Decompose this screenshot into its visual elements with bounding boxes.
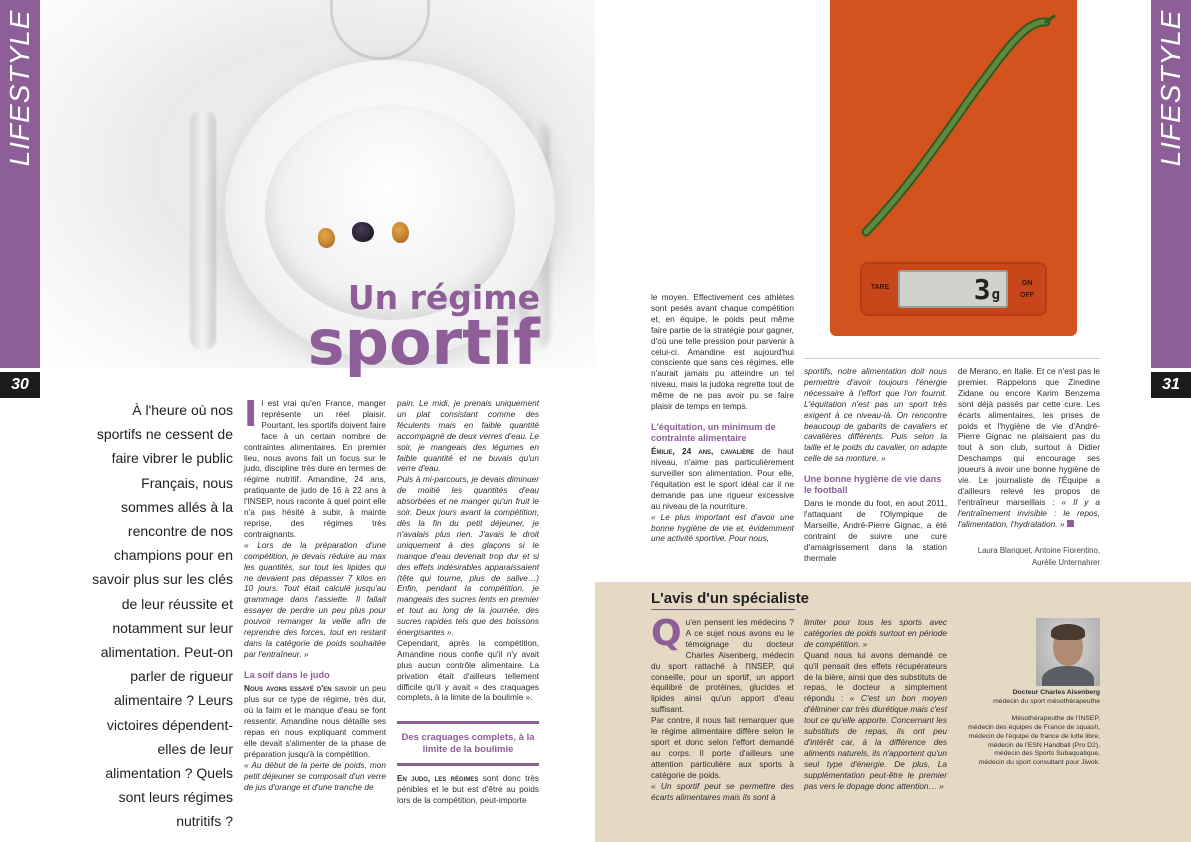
headline-line-1: Un régime bbox=[347, 278, 540, 317]
column-text: Dans le monde du foot, en aout 2011, l'attaquant de l'Olympique de Marseille, André-Pierre Gignac, a été contraint de suivre une cure d'amaigrissement dans la station thermale bbox=[804, 498, 947, 563]
column-text: Cependant, après la compétition, Amandine nous confie qu'il n'y avait plus aucun contrôle alimentaire. La privation était d'ailleurs tellement difficile qu'il y avait « des craquages complets, à la limite de la boulimie ». bbox=[397, 637, 539, 703]
raisin-golden bbox=[392, 222, 409, 243]
scale-display bbox=[898, 270, 1008, 308]
scale-on-label: ON bbox=[1021, 280, 1033, 287]
quote-text: « Au début de la perte de poids, mon petit déjeuner se composait d'un verre de jus d'orange et d'une tranche de bbox=[244, 759, 386, 792]
article-credits bbox=[958, 545, 1100, 569]
specialist-column-1 bbox=[651, 613, 794, 802]
article-column-2-end bbox=[397, 773, 539, 806]
doctor-name: Docteur Charles Aisenberg bbox=[1012, 689, 1100, 696]
column-text: Quand nous lui avons demandé ce qu'il pensait des effets récupérateurs de la bière, ainsi que des substituts de repas, le docteur a simplement répondu : bbox=[804, 649, 947, 704]
green-bean-illustration bbox=[856, 10, 1056, 240]
pull-quote: Des craquages complets, à la limite de la boulimie bbox=[397, 721, 539, 766]
doctor-credential: médecin de l'ESN Handball (Pro D2), bbox=[988, 741, 1100, 749]
raisin-dark bbox=[352, 222, 374, 242]
drop-cap: Q bbox=[651, 613, 682, 654]
column-text: u'en pensent les médecins ? A ce sujet nous avons eu le témoignage du docteur Charles Aisenberg, médecin du sport rattaché à l'INSEP, qui conseille, pour un sportif, un apport équilibré de protéines, glucides et lipides ainsi qu'un apport d'eau suffisant. bbox=[651, 617, 794, 715]
credits-line: Laura Blanquet, Antoine Fiorentino, bbox=[977, 546, 1100, 555]
column-text: Par contre, il nous fait remarquer que le régime alimentaire diffère selon le sport et donc selon l'effort demandé au corps. Il porte d'ailleurs une attention particulière aux sports à catégorie de poids. bbox=[651, 715, 794, 780]
page-number-right: 31 bbox=[1151, 372, 1191, 398]
column-text: le moyen. Effectivement ces athlètes sont pesés avant chaque compétition et, en équipe, le poids peut même faire partie de la stratégie pour gagner, d'où une telle pression pour parvenir à celui-ci. Amandine est aujourd'hui consciente que sans ces régimes, elle n'aurait jamais pu atteindre un tel niveau, mais la judoka regrette tout de même de ne pas avoir pu se faire plaisir de temps en temps. bbox=[651, 292, 794, 412]
doctor-credential: médecin des équipes de France de squash, bbox=[968, 724, 1100, 732]
column-text: savoir un peu plus sur ce type de régime, très dur, où la faim et le manque d'eau se font ressentir. Amandine nous détaille ses repas en nous expliquant comment elle devait s'alimenter de la phase de préparation jusqu'à la compétition. bbox=[244, 683, 387, 759]
doctor-role: médecin du sport mésothérapeuthe bbox=[993, 697, 1100, 705]
quote-text: « Il y a l'entraînement invisible : le repos, l'alimentation, l'hydratation. » bbox=[958, 496, 1100, 529]
fork-shape bbox=[190, 110, 216, 350]
quote-text: « Lors de la préparation d'une compétition, je devais réduire au max les quantités, sur tout les lipides qui ne devaient pas dépasser 7 kilos en 10 jours. Tout était calculé jusqu'au grammage dans l'assiette. Il fallait essayer de perdre un peu plus pour pouvoir remanger la veille afin de reprendre des forces, tout en restant dans la catégorie de poids souhaitée par l'entraîneur. » bbox=[244, 539, 386, 659]
column-text: sont donc très pénibles et le but est d'être au poids lors de la compétition, peut-importe bbox=[397, 773, 539, 805]
wine-glass-shape bbox=[330, 0, 430, 60]
subheading: La soif dans le judo bbox=[244, 669, 330, 680]
column-text: l est vrai qu'en France, manger représente un réel plaisir. Pourtant, les sportifs doivent faire face à un certain nombre de contraintes alimentaires. En premier lieu, nous avons fait un focus sur le judo, discipline très dure en termes de régime nutritif. Amandine, 24 ans, pratiquante de judo de 16 à 22 ans à l'INSEP, nous raconte à quel point elle n'a pas hésité à subir, à mainte reprise, des régimes très contraignants. bbox=[244, 398, 386, 539]
section-tab-left bbox=[0, 0, 40, 368]
quote-text: pain. Le midi, je prenais uniquement un plat consistant comme des féculents mais en faible quantité accompagné de deux verres d'eau. Le soir, je mangeais des légumes en faible quantité et ne buvais qu'un verre d'eau. bbox=[397, 398, 539, 474]
section-label-right: LIFESTYLE bbox=[1155, 9, 1186, 167]
scale-unit: g bbox=[991, 287, 1000, 303]
article-column-3 bbox=[651, 292, 794, 544]
article-lead: À l'heure où nos sportifs ne cessent de faire vibrer le public Français, nous sommes allés à la rencontre de nos champions pour en savoir plus sur les clés de leur réussite et notamment sur leur alimentation. Peut-on parler de rigueur alimentaire ? Leurs victoires dépendent-elles de leur alimentation ? Quels sont leurs régimes nutritifs ? bbox=[92, 402, 233, 830]
article-column-5 bbox=[958, 366, 1100, 530]
article-column-2 bbox=[397, 398, 539, 703]
section-label-left: LIFESTYLE bbox=[4, 9, 35, 167]
scale-on-off-labels bbox=[1013, 278, 1041, 302]
article-column-1 bbox=[244, 394, 387, 792]
scale-off-label: OFF bbox=[1020, 292, 1034, 299]
quote-text: « C'est un bon moyen d'éliminer car très diurétique mais c'est tout ce qu'elle apporte. Concernant les substituts de repas, ils ont peu d'intérêt car, à la différence des aliments naturels, ils n'apportent qu'un seul type d'énergie. De plus, La supplémentation peut-être le premier pas vers le dopage donc attention… » bbox=[804, 693, 947, 791]
quote-text: Puis à mi-parcours, je devais diminuer de moitié les quantités d'eau absorbées et ne manger qu'un fruit le soir. Deux jours avant la compétition, dès la fin du petit déjeuner, je n'avalais plus rien. J'avais le droit uniquement à des glaçons si le manque d'eau devenait trop dur et si des effets indésirables apparaissaient (tête qui tourne, plus de salive…) Enfin, pendant la compétition, je mangeais des sucres lents en premier et tout au long de la journée, des sucres rapides tels que des boissons énergisantes ». bbox=[397, 474, 539, 638]
column-text: de Merano, en Italie. Et ce n'est pas le premier. Rappelons que Zinedine Zidane ou encore Karim Benzema sont déjà passés par cette cure. Les écarts alimentaires, les prises de poids et l'hygiène de vie d'André-Pierre Gignac ne plaisaient pas du tout à son club, surtout à Didier Deschamps qui encourage ses joueurs à avoir une bonne hygiène de vie. Le journaliste de l'Équipe a d'ailleurs relevé les propos de l'entraîneur marseillais : bbox=[958, 366, 1100, 507]
headline-line-2: sportif bbox=[307, 306, 540, 379]
portrait-shoulders bbox=[1042, 666, 1094, 686]
quote-text: limiter pour tous les sports avec catégories de poids surtout en période de compétition. » bbox=[804, 617, 947, 649]
doctor-portrait bbox=[1036, 618, 1100, 686]
credits-line: Aurélie Unternahrer bbox=[1031, 558, 1100, 567]
divider-line bbox=[804, 358, 1100, 359]
doctor-caption bbox=[960, 689, 1100, 768]
column-text: de haut niveau, n'aime pas particulièrement surveiller son alimentation. Pour elle, l'équitation est le sport idéal car il ne demande pas une rigueur excessive au niveau de la nourriture. bbox=[651, 446, 794, 511]
portrait-hair bbox=[1051, 624, 1085, 640]
article-column-4 bbox=[804, 366, 947, 564]
doctor-credential: Mésothérapeuthe de l'INSEP, bbox=[1011, 715, 1100, 723]
specialist-column-2 bbox=[804, 617, 947, 792]
doctor-credential: médecin des Sports Subaquatique, bbox=[994, 750, 1100, 758]
specialist-title: L'avis d'un spécialiste bbox=[651, 590, 810, 607]
page-number-left: 30 bbox=[0, 372, 40, 398]
raisin-golden bbox=[318, 228, 335, 248]
doctor-credential: médecin du sport consultant pour Jiwok. bbox=[978, 758, 1100, 766]
end-mark bbox=[1067, 520, 1074, 527]
drop-cap: I bbox=[244, 394, 258, 435]
quote-text: « Un sportif peut se permettre des écarts alimentaires mais ils sont à bbox=[651, 780, 794, 802]
quote-text: sportifs, notre alimentation doit nous permettre d'avoir toujours l'énergie nécessaire à l'effort que l'on fournit. L'équitation n'est pas un sport très exigent à ce niveau-là. On rencontre beaucoup de gabarits de cavaliers et cavalières différents. Puis selon la taille et le poids du cavalier, on adapte celle de sa monture. » bbox=[804, 366, 947, 464]
specialist-title-rule bbox=[651, 609, 795, 610]
run-in-lead: En judo, les régimes bbox=[397, 773, 479, 783]
run-in-lead: Nous avons essayé d'en bbox=[244, 683, 332, 694]
run-in-lead: Émilie, 24 ans, cavalière bbox=[651, 446, 755, 457]
section-tab-right bbox=[1151, 0, 1191, 368]
quote-text: « Le plus important est d'avoir une bonne hygiène de vie et, évidemment une activité sportive. Pour nous, bbox=[651, 511, 794, 544]
subheading: Une bonne hygiène de vie dans le football bbox=[804, 474, 942, 495]
doctor-credential: médecin de l'équipe de france de lutte libre, bbox=[968, 732, 1100, 740]
scale-tare-label: TARE bbox=[870, 284, 890, 291]
scale-reading: 3 bbox=[973, 272, 991, 306]
subheading: L'équitation, un minimum de contrainte alimentaire bbox=[651, 421, 776, 443]
